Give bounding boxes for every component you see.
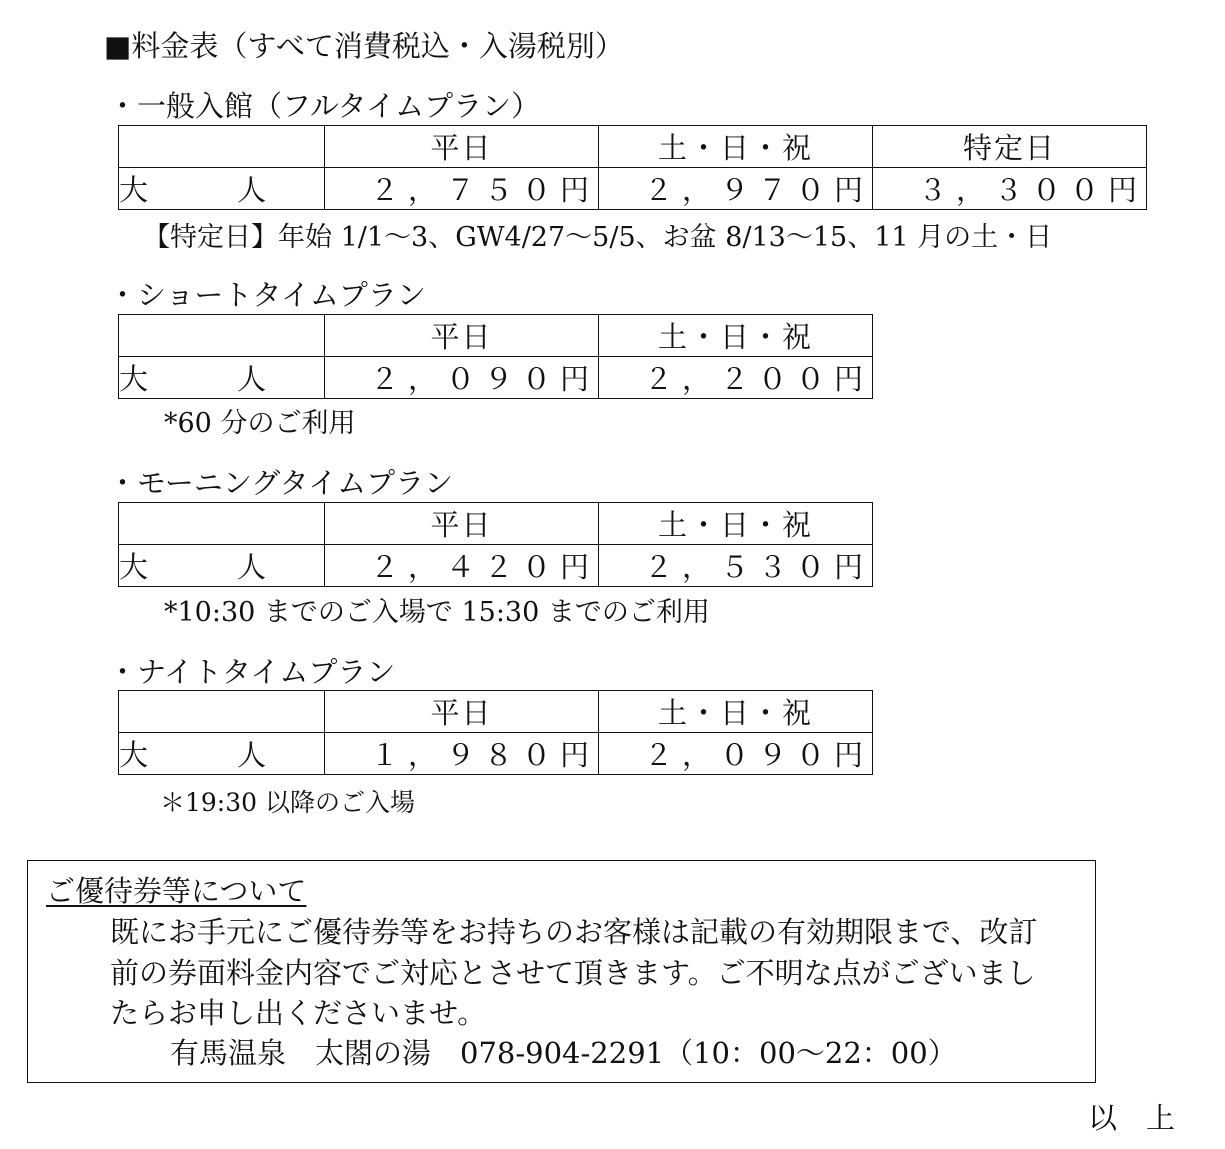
plan-title-fulltime: ・一般入館（フルタイムプラン） (108, 89, 541, 123)
table-header-row (119, 126, 1147, 168)
price-weekday: ２，０９０円 (325, 357, 599, 399)
row-label-adult: 大 人 (119, 733, 325, 775)
price-weekday: ２，７５０円 (325, 168, 599, 210)
table-row (119, 545, 873, 587)
price-table-heading: ■料金表（すべて消費税込・入湯税別） (104, 29, 624, 63)
price-weekend: ２，２００円 (599, 357, 873, 399)
header-cell-weekday: 平日 (325, 691, 599, 733)
table-header-row (119, 691, 873, 733)
nighttime-note: ＊19:30 以降のご入場 (160, 788, 415, 817)
header-cell-special-day: 特定日 (873, 126, 1147, 168)
contact-info: 有馬温泉 太閤の湯 078-904-2291（10：00～22：00） (170, 1036, 957, 1070)
header-cell-weekend: 土・日・祝 (599, 691, 873, 733)
row-label-adult: 大 人 (119, 168, 325, 210)
plan-title-shorttime: ・ショートタイムプラン (108, 278, 426, 312)
table-row (119, 168, 1147, 210)
plan-title-morningtime: ・モーニングタイムプラン (108, 466, 454, 500)
price-table-fulltime (118, 125, 1147, 210)
header-cell-weekday: 平日 (325, 315, 599, 357)
price-weekend: ２，９７０円 (599, 168, 873, 210)
special-day-note: 【特定日】年始 1/1～3、GW4/27～5/5、お盆 8/13～15、11 月の土・日 (143, 222, 1053, 253)
row-label-adult: 大 人 (119, 357, 325, 399)
voucher-notice-line-3: たらお申し出くださいませ。 (110, 996, 487, 1030)
table-header-row (119, 315, 873, 357)
morningtime-note: *10:30 までのご入場で 15:30 までのご利用 (164, 597, 710, 628)
table-row (119, 733, 873, 775)
table-header-row (119, 503, 873, 545)
price-special-day: ３，３００円 (873, 168, 1147, 210)
header-cell-weekday: 平日 (325, 126, 599, 168)
header-cell-empty (119, 691, 325, 733)
price-table-morningtime (118, 502, 873, 587)
header-cell-weekend: 土・日・祝 (599, 126, 873, 168)
header-cell-weekday: 平日 (325, 503, 599, 545)
voucher-notice-line-2: 前の券面料金内容でご対応とさせて頂きます。ご不明な点がございまし (110, 956, 1036, 990)
row-label-adult: 大 人 (119, 545, 325, 587)
table-row (119, 357, 873, 399)
price-weekend: ２，５３０円 (599, 545, 873, 587)
voucher-notice-line-1: 既にお手元にご優待券等をお持ちのお客様は記載の有効期限まで、改訂 (110, 915, 1038, 949)
plan-title-nighttime: ・ナイトタイムプラン (108, 655, 396, 689)
header-cell-empty (119, 126, 325, 168)
header-cell-empty (119, 315, 325, 357)
voucher-notice-title: ご優待券等について (46, 874, 307, 908)
price-weekday: １，９８０円 (325, 733, 599, 775)
price-table-nighttime (118, 690, 873, 775)
shorttime-note: *60 分のご利用 (164, 408, 356, 439)
header-cell-weekend: 土・日・祝 (599, 503, 873, 545)
price-weekday: ２，４２０円 (325, 545, 599, 587)
closing-mark: 以 上 (1088, 1101, 1176, 1135)
header-cell-empty (119, 503, 325, 545)
header-cell-weekend: 土・日・祝 (599, 315, 873, 357)
price-table-shorttime (118, 314, 873, 399)
price-weekend: ２，０９０円 (599, 733, 873, 775)
